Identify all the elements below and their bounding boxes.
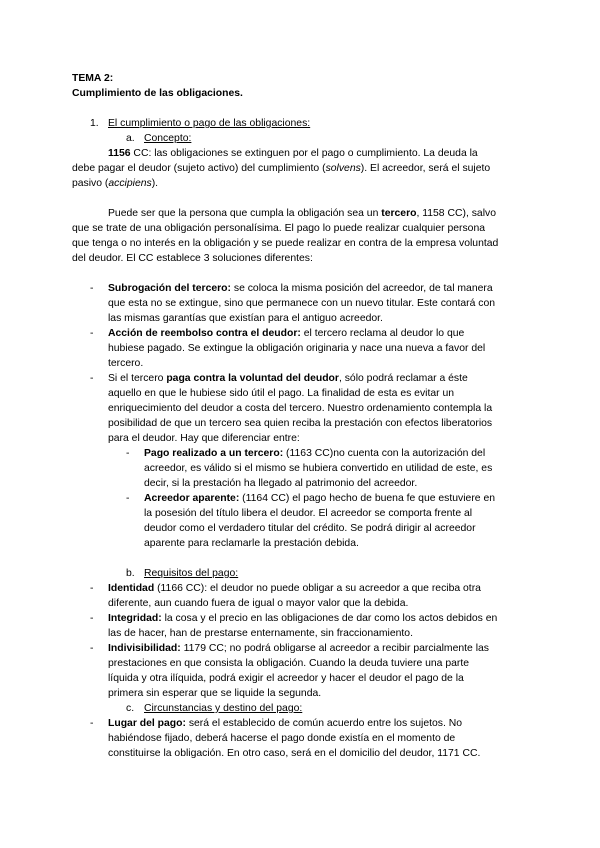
page-title: Cumplimiento de las obligaciones. <box>72 88 243 99</box>
bullet-text: aquello en que le hubiese sido útil el pago. La finalidad de esta es evitar un <box>108 388 455 399</box>
bullet-text: Indivisibilidad: 1179 CC; no podrá obligarse al acreedor a recibir parcialmente las <box>108 643 489 654</box>
bullet-text: que esta no se extingue, sino que permanece con un nuevo titular. Este contará con <box>108 298 496 309</box>
bullet-text: primera sin esperar que se liquide la segunda. <box>108 688 322 699</box>
bullet-text: prestaciones en que consista la obligación. Cuando la deuda tuviere una parte <box>108 658 470 669</box>
bullet-dash: - <box>90 583 94 594</box>
bullet-dash: - <box>90 328 94 339</box>
bullet-text: Si el tercero paga contra la voluntad del deudor, sólo podrá reclamar a éste <box>108 373 468 384</box>
paragraph-line: del deudor. El CC establece 3 soluciones diferentes: <box>72 253 313 264</box>
topic-number: TEMA 2: <box>72 73 114 84</box>
section-heading: El cumplimiento o pago de las obligaciones: <box>108 118 311 129</box>
subbullet-text: acreedor, es válido si el mismo se hubiera convertido en utilidad de este, es <box>144 463 493 474</box>
bullet-text: posibilidad de que un tercero sea quien reciba la prestación con efectos liberatorios <box>108 418 493 429</box>
bullet-text: las mismas garantías que existían para el antiguo acreedor. <box>108 313 383 324</box>
bullet-text: Identidad (1166 CC): el deudor no puede obligar a su acreedor a que reciba otra <box>108 583 481 594</box>
bullet-text: Subrogación del tercero: se coloca la misma posición del acreedor, de tal manera <box>108 283 493 294</box>
paragraph-line: que tenga o no interés en la obligación y se puede realizar en contra de la empresa voluntad <box>72 238 499 249</box>
subsection-heading-requisitos: Requisitos del pago: <box>144 568 239 579</box>
subbullet-text: la posesión del título libera el deudor. El acreedor se comporta frente al <box>144 508 473 519</box>
bullet-text: hubiese pagado. Se extingue la obligación originaria y nace una nueva a favor del <box>108 343 486 354</box>
concepto-line: debe pagar el deudor (sujeto activo) del cumplimiento (solvens). El acreedor, será el sujeto <box>72 163 491 174</box>
bullet-text: líquida y otra ilíquida, podrá exigir el acreedor y hacer el deudor el pago de la <box>108 673 464 684</box>
bullet-text: Acción de reembolso contra el deudor: el tercero reclama al deudor lo que <box>108 328 465 339</box>
subbullet-text: aparente para reclamarle la prestación debida. <box>144 538 359 549</box>
bullet-dash: - <box>90 718 94 729</box>
bullet-text: diferente, aun cuando fuera de igual o mayor valor que la debida. <box>108 598 409 609</box>
subbullet-text: deudor como el verdadero titular del crédito. Se podrá dirigir al acreedor <box>144 523 476 534</box>
bullet-text: Integridad: la cosa y el precio en las obligaciones de dar como los actos debidos en <box>108 613 498 624</box>
bullet-dash: - <box>90 643 94 654</box>
subsection-heading-circunstancias: Circunstancias y destino del pago: <box>144 703 303 714</box>
concepto-line: 1156 CC: las obligaciones se extinguen por el pago o cumplimiento. La deuda la <box>108 148 478 159</box>
paragraph-line: que se trate de una obligación personalísima. El pago lo puede realizar cualquier persona <box>72 223 486 234</box>
paragraph-line: Puede ser que la persona que cumpla la obligación sea un tercero, 1158 CC), salvo <box>108 208 496 219</box>
bullet-dash: - <box>90 613 94 624</box>
subbullet-text: Pago realizado a un tercero: (1163 CC)no cuenta con la autorización del <box>144 448 486 459</box>
bullet-text: para el deudor. Hay que diferenciar entre: <box>108 433 300 444</box>
subbullet-text: Acreedor aparente: (1164 CC) el pago hecho de buena fe que estuviere en <box>144 493 496 504</box>
bullet-dash: - <box>90 283 94 294</box>
bullet-text: enriquecimiento del deudor a costa del tercero. Nuestro ordenamiento contempla la <box>108 403 493 414</box>
bullet-text: habiéndose fijado, deberá hacerse el pago donde existía en el momento de <box>108 733 456 744</box>
subsection-letter-c: c. <box>126 703 135 714</box>
subbullet-dash: - <box>126 448 130 459</box>
bullet-text: tercero. <box>108 358 144 369</box>
section-number: 1. <box>90 118 99 129</box>
bullet-text: las de hacer, han de prestarse enternamente, sin fraccionamiento. <box>108 628 413 639</box>
subsection-letter-a: a. <box>126 133 135 144</box>
bullet-dash: - <box>90 373 94 384</box>
subbullet-dash: - <box>126 493 130 504</box>
concepto-line: pasivo (accipiens). <box>72 178 159 189</box>
bullet-text: Lugar del pago: será el establecido de común acuerdo entre los sujetos. No <box>108 718 463 729</box>
subsection-letter-b: b. <box>126 568 135 579</box>
subbullet-text: decir, si la prestación ha llegado al patrimonio del acreedor. <box>144 478 418 489</box>
bullet-text: constituirse la obligación. En otro caso, será en el domicilio del deudor, 1171 CC. <box>108 748 481 759</box>
subsection-heading-concepto: Concepto: <box>144 133 192 144</box>
